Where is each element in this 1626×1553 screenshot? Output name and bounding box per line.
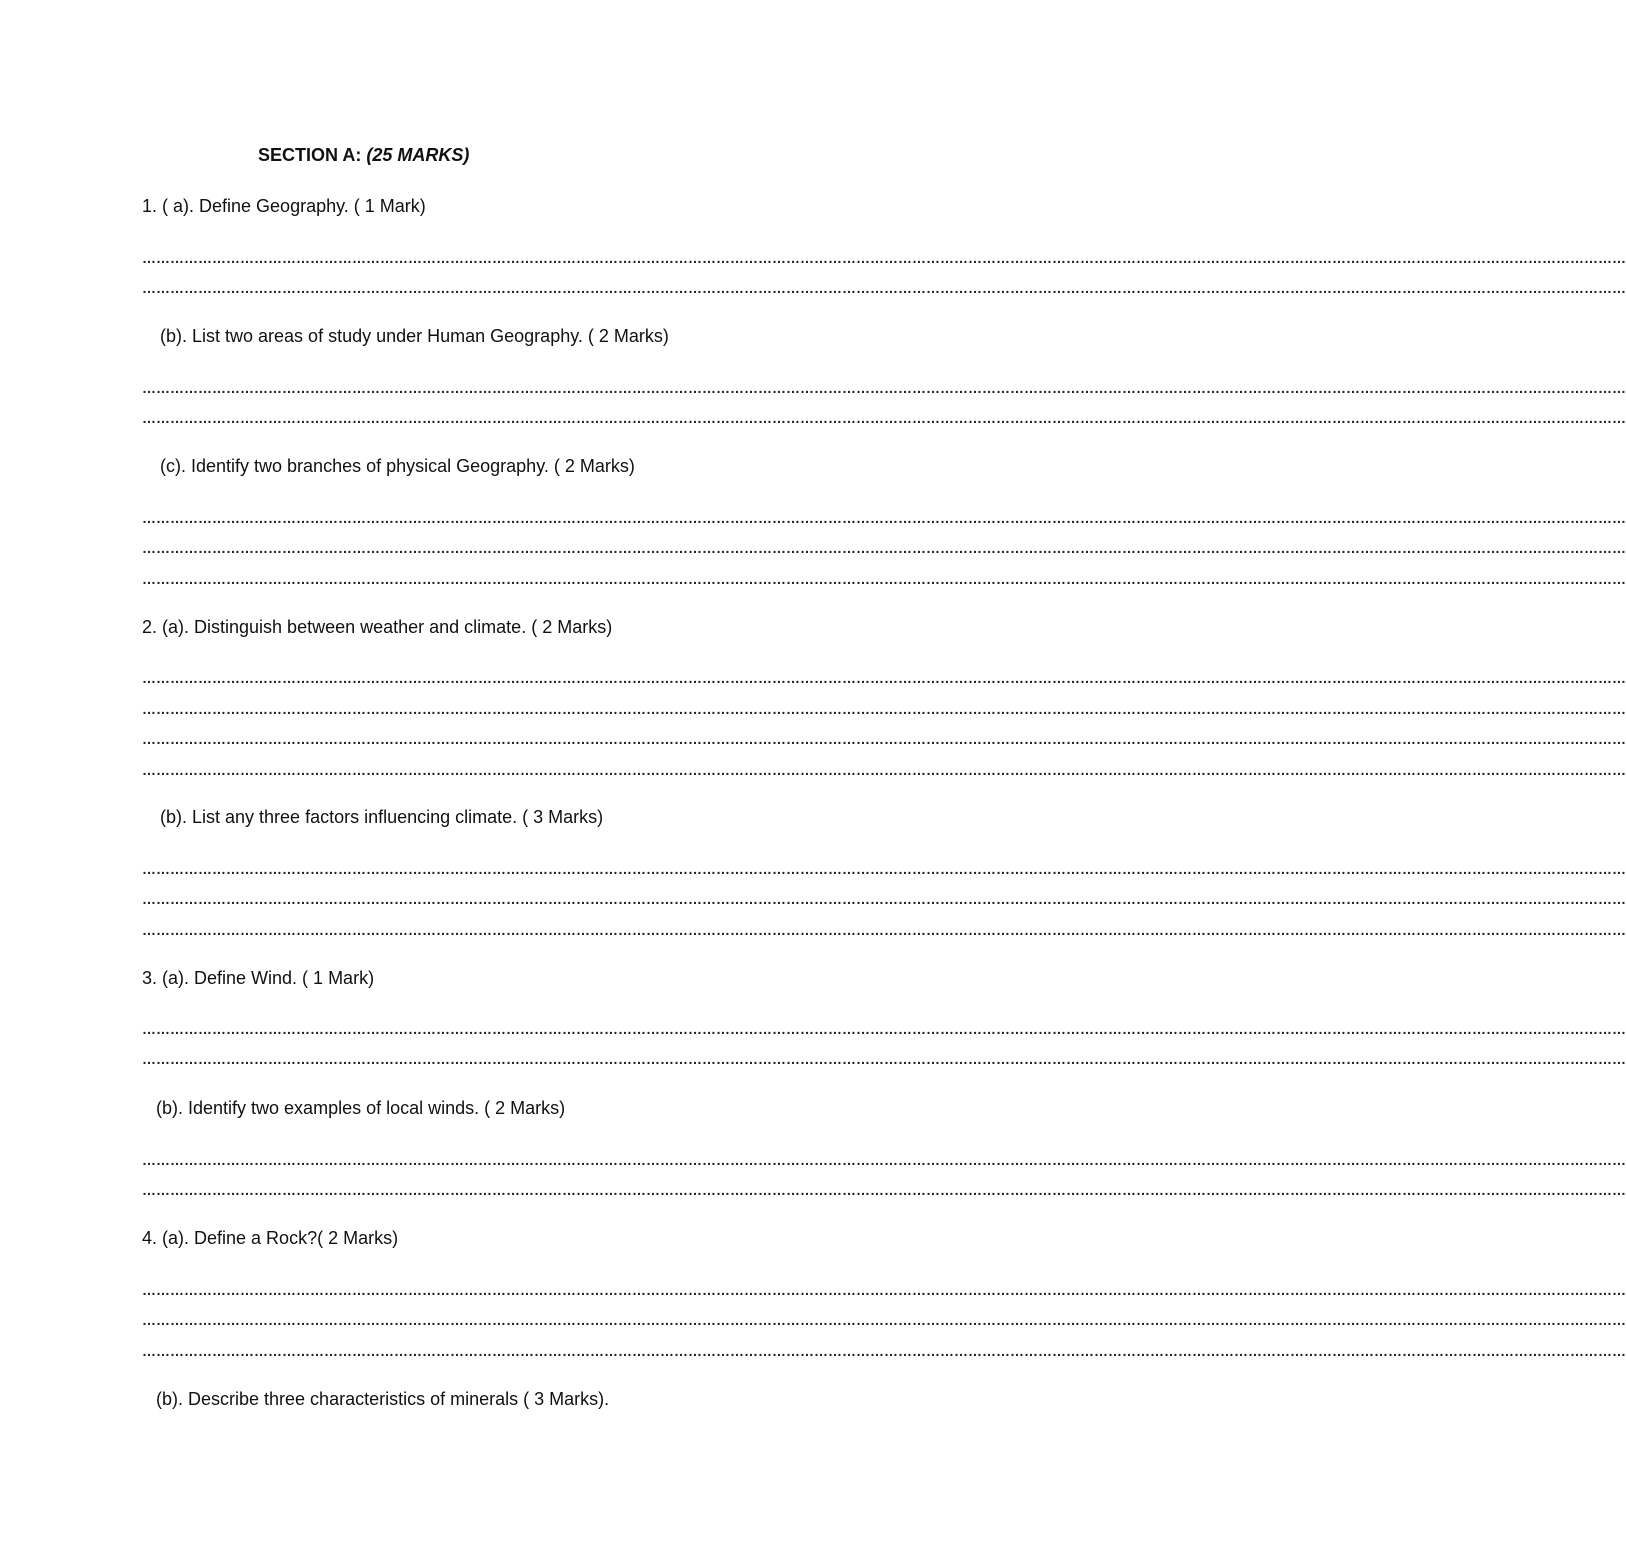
question-1c: (c). Identify two branches of physical Geography. ( 2 Marks) bbox=[160, 456, 635, 476]
question-1a: 1. ( a). Define Geography. ( 1 Mark) bbox=[142, 196, 426, 216]
answer-line[interactable]: ………………………………………………………………………………………………………………………………………………………………………………………………………………………………………………………………………………………… bbox=[142, 1051, 1626, 1067]
answer-line[interactable]: ………………………………………………………………………………………………………………………………………………………………………………………………………………………………………………………………………………………… bbox=[142, 861, 1626, 877]
answer-line[interactable]: ………………………………………………………………………………………………………………………………………………………………………………………………………………………………………………………………………………………… bbox=[142, 1152, 1626, 1168]
answer-line[interactable]: ………………………………………………………………………………………………………………………………………………………………………………………………………………………………………………………………………………………… bbox=[142, 510, 1626, 526]
answer-line[interactable]: ………………………………………………………………………………………………………………………………………………………………………………………………………………………………………………………………………………………… bbox=[142, 250, 1626, 266]
question-2b: (b). List any three factors influencing climate. ( 3 Marks) bbox=[160, 807, 604, 827]
answer-line[interactable]: ………………………………………………………………………………………………………………………………………………………………………………………………………………………………………………………………………………………… bbox=[142, 922, 1626, 938]
section-title: SECTION A: bbox=[258, 145, 362, 165]
section-heading bbox=[258, 143, 469, 167]
answer-line[interactable]: ………………………………………………………………………………………………………………………………………………………………………………………………………………………………………………………………………………………… bbox=[142, 280, 1626, 296]
answer-line[interactable]: ………………………………………………………………………………………………………………………………………………………………………………………………………………………………………………………………………………………… bbox=[142, 762, 1626, 778]
answer-line[interactable]: ………………………………………………………………………………………………………………………………………………………………………………………………………………………………………………………………………………………… bbox=[142, 540, 1626, 556]
section-marks: (25 MARKS) bbox=[366, 145, 470, 165]
answer-line[interactable]: ………………………………………………………………………………………………………………………………………………………………………………………………………………………………………………………………………………………… bbox=[142, 1021, 1626, 1037]
answer-line[interactable]: ………………………………………………………………………………………………………………………………………………………………………………………………………………………………………………………………………………………… bbox=[142, 731, 1626, 747]
answer-line[interactable]: ………………………………………………………………………………………………………………………………………………………………………………………………………………………………………………………………………………………… bbox=[142, 891, 1626, 907]
answer-line[interactable]: ………………………………………………………………………………………………………………………………………………………………………………………………………………………………………………………………………………………… bbox=[142, 380, 1626, 396]
question-3b: (b). Identify two examples of local winds. ( 2 Marks) bbox=[156, 1098, 566, 1118]
answer-line[interactable]: ………………………………………………………………………………………………………………………………………………………………………………………………………………………………………………………………………………………… bbox=[142, 1282, 1626, 1298]
question-1b: (b). List two areas of study under Human Geography. ( 2 Marks) bbox=[160, 326, 669, 346]
question-3a: 3. (a). Define Wind. ( 1 Mark) bbox=[142, 968, 375, 988]
answer-line[interactable]: ………………………………………………………………………………………………………………………………………………………………………………………………………………………………………………………………………………………… bbox=[142, 571, 1626, 587]
answer-line[interactable]: ………………………………………………………………………………………………………………………………………………………………………………………………………………………………………………………………………………………… bbox=[142, 1182, 1626, 1198]
question-2a: 2. (a). Distinguish between weather and climate. ( 2 Marks) bbox=[142, 617, 613, 637]
question-4b: (b). Describe three characteristics of minerals ( 3 Marks). bbox=[156, 1389, 610, 1409]
answer-line[interactable]: ………………………………………………………………………………………………………………………………………………………………………………………………………………………………………………………………………………………… bbox=[142, 1343, 1626, 1359]
question-4a: 4. (a). Define a Rock?( 2 Marks) bbox=[142, 1228, 399, 1248]
answer-line[interactable]: ………………………………………………………………………………………………………………………………………………………………………………………………………………………………………………………………………………………… bbox=[142, 701, 1626, 717]
answer-line[interactable]: ………………………………………………………………………………………………………………………………………………………………………………………………………………………………………………………………………………………… bbox=[142, 670, 1626, 686]
answer-line[interactable]: ………………………………………………………………………………………………………………………………………………………………………………………………………………………………………………………………………………………… bbox=[142, 410, 1626, 426]
answer-line[interactable]: ………………………………………………………………………………………………………………………………………………………………………………………………………………………………………………………………………………………… bbox=[142, 1312, 1626, 1328]
